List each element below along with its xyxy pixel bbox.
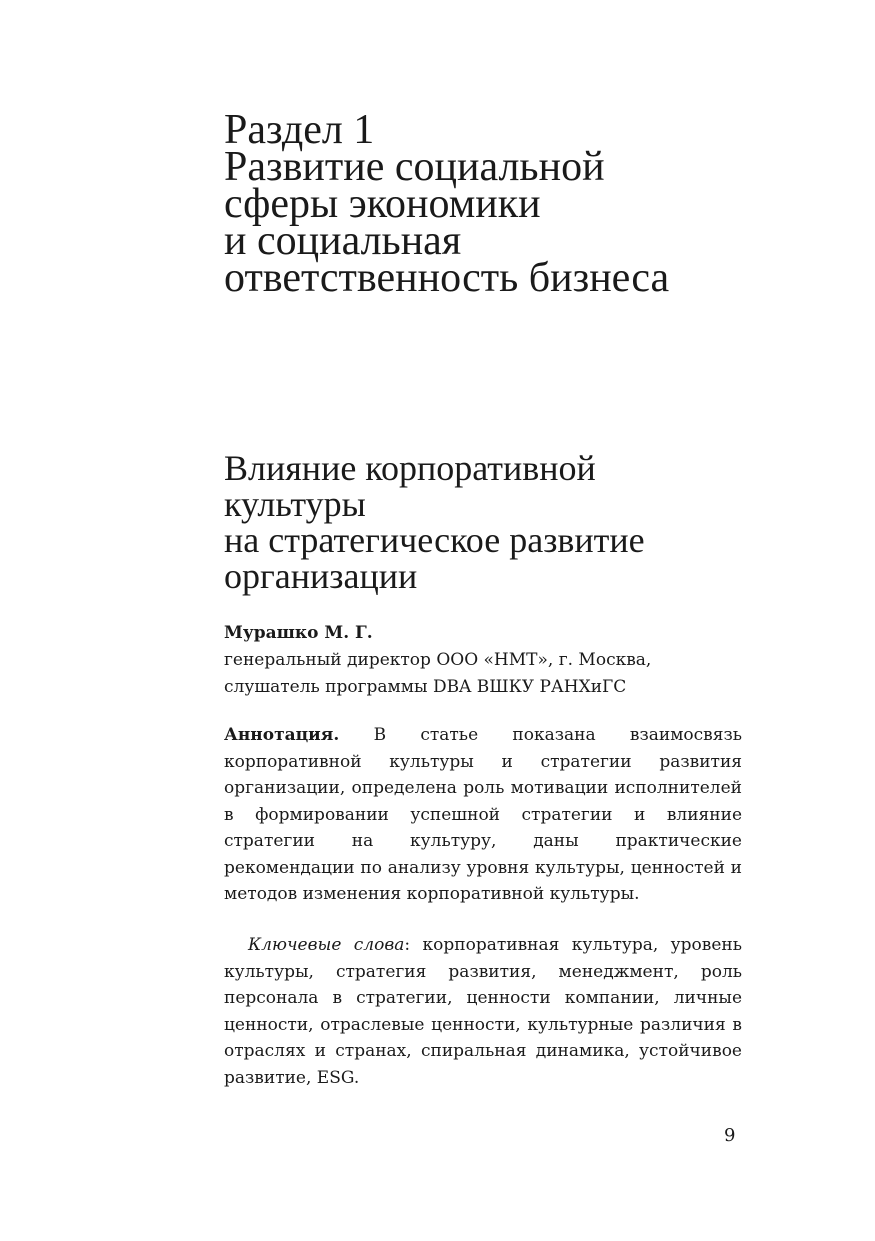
author-name: Мурашко М. Г. xyxy=(224,623,373,643)
annotation-label: Аннотация. xyxy=(224,725,340,745)
keywords-paragraph xyxy=(224,932,742,1091)
article-title-line: организации xyxy=(224,556,418,596)
article-title-line: на стратегическое развитие xyxy=(224,520,645,560)
article-title-line: культуры xyxy=(224,484,366,524)
section-heading-line: сферы экономики xyxy=(224,181,541,227)
author-program: слушатель программы DBA ВШКУ РАНХиГС xyxy=(224,677,627,697)
author-block xyxy=(224,620,742,701)
section-heading-line: ответственность бизнеса xyxy=(224,255,670,301)
section-heading-line: и социальная xyxy=(224,218,462,264)
page-number: 9 xyxy=(724,1125,736,1146)
keywords-text: : корпоративная культура, уровень культуры, стратегия развития, менеджмент, роль персонала в стратегии, ценности компании, личные ценности, отраслевые ценности, культурные различия в отраслях и странах, спиральная динамика, устойчивое развитие, ESG. xyxy=(224,935,743,1088)
annotation-text: В статье показана взаимосвязь корпоративной культуры и стратегии развития организации, определена роль мотивации исполнителей в формировании успешной стратегии и влияние стратегии на культуру, даны практические рекомендации по анализу уровня культуры, ценностей и методов изменения корпоративной культуры. xyxy=(224,725,743,904)
section-heading-line: Развитие социальной xyxy=(224,144,605,190)
section-heading xyxy=(224,107,784,301)
annotation-paragraph xyxy=(224,722,742,908)
article-title-line: Влияние корпоративной xyxy=(224,448,596,488)
keywords-label: Ключевые слова xyxy=(248,935,405,955)
author-position: генеральный директор ООО «НМТ», г. Москва, xyxy=(224,650,652,670)
section-heading-line: Раздел 1 xyxy=(224,107,375,153)
article-title xyxy=(224,450,784,594)
